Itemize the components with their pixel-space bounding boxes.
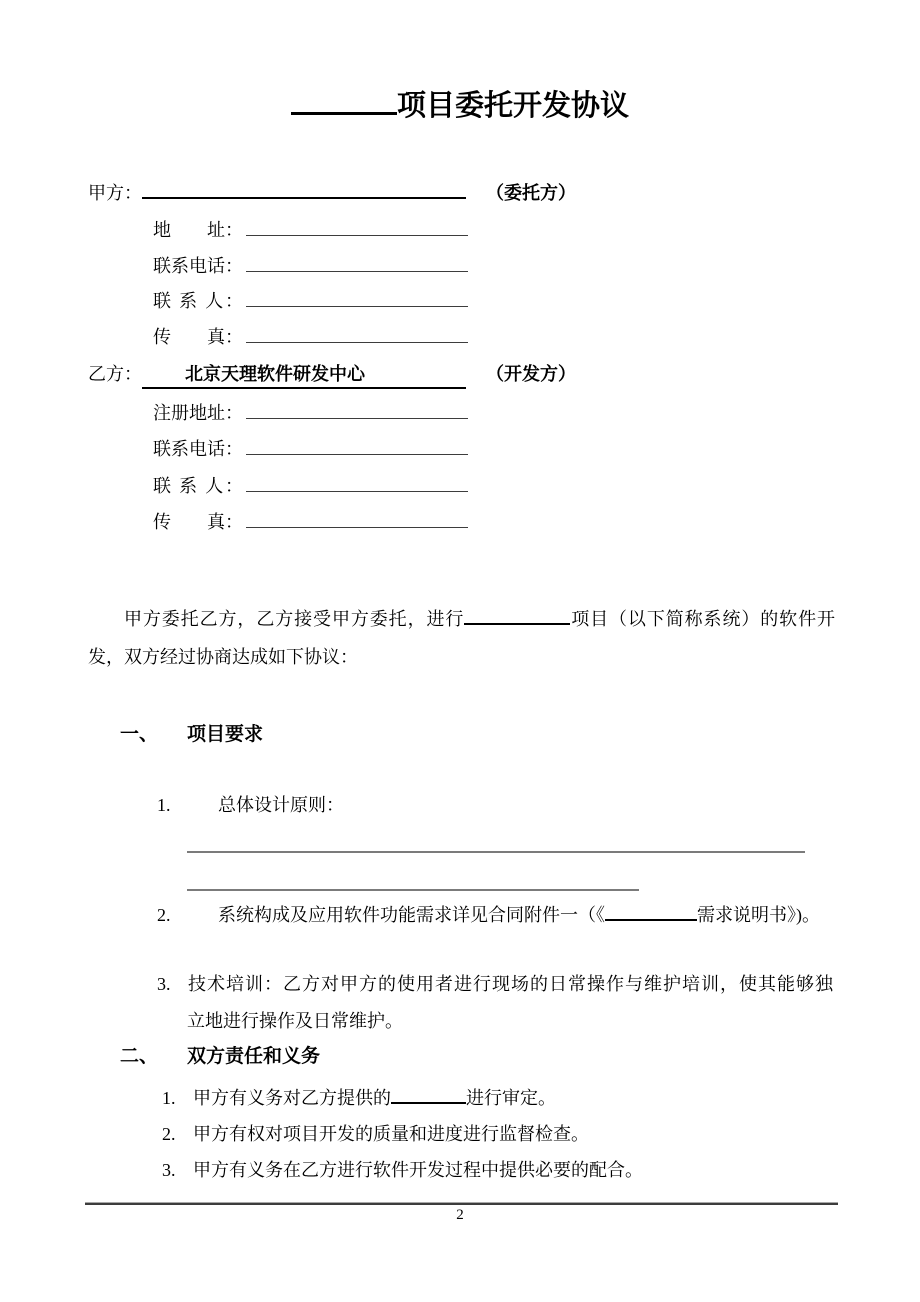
party-b-header <box>88 361 576 395</box>
field-label: 联 系 人： <box>153 291 243 312</box>
list-item-1-1 <box>157 792 344 818</box>
item-text: 甲方有义务在乙方进行软件开发过程中提供必要的配合。 <box>193 1160 643 1180</box>
list-item-2-1 <box>162 1085 556 1111</box>
list-item-2-2 <box>162 1121 589 1147</box>
field-blank-line <box>246 288 468 307</box>
field-row-reg-address <box>88 395 576 431</box>
field-row-phone <box>88 431 576 467</box>
intro-paragraph <box>88 600 835 676</box>
fill-in-line-1 <box>187 851 805 853</box>
section-title: 项目要求 <box>187 724 264 745</box>
item-number: 1. <box>162 1088 176 1108</box>
item-text-after: 进行审定。 <box>466 1088 556 1108</box>
party-b-label: 乙方： <box>88 364 142 384</box>
footer-divider <box>85 1202 838 1205</box>
item-text: 总体设计原则： <box>218 795 344 815</box>
document-title <box>0 86 920 126</box>
item-number: 1. <box>157 795 171 815</box>
item-number: 3. <box>157 974 171 994</box>
item-text-before: 甲方有义务对乙方提供的 <box>193 1088 391 1108</box>
item-text-before: 系统构成及应用软件功能需求详见合同附件一（《 <box>218 905 605 925</box>
party-b-name: 北京天理软件研发中心 <box>185 364 365 384</box>
field-label: 传 真： <box>153 511 243 532</box>
field-label: 传 真： <box>153 327 243 348</box>
field-row-phone <box>88 249 576 285</box>
party-a-blank-line <box>142 179 466 199</box>
field-blank-line <box>246 400 468 419</box>
intro-text-before: 甲方委托乙方，乙方接受甲方委托，进行 <box>124 609 465 629</box>
field-row-contact <box>88 284 576 320</box>
party-a-header <box>88 179 576 213</box>
item-text-after: 需求说明书》)。 <box>697 905 820 925</box>
intro-blank-line <box>464 607 570 625</box>
inline-blank-line <box>605 905 697 921</box>
party-b-blank-line <box>142 361 466 389</box>
party-b-role: （开发方） <box>486 364 576 384</box>
field-blank-line <box>246 509 468 528</box>
item-line-2: 立地进行操作及日常维护。 <box>187 1011 403 1031</box>
intro-text-after: 项目（以下简称系统）的软件开 <box>570 609 835 629</box>
party-b-section <box>88 361 576 540</box>
inline-blank-line <box>391 1088 466 1104</box>
party-a-section <box>88 179 576 356</box>
field-label: 注册地址： <box>153 403 243 423</box>
field-blank-line <box>246 217 468 236</box>
item-line-1 <box>157 966 833 1003</box>
title-blank-line <box>291 88 397 115</box>
intro-line-2: 发，双方经过协商达成如下协议： <box>88 647 358 667</box>
section-number: 二、 <box>120 1046 159 1067</box>
section-1-heading <box>120 722 263 748</box>
list-item-1-2 <box>157 902 820 928</box>
title-text: 项目委托开发协议 <box>396 90 629 122</box>
field-label: 地 址： <box>153 220 243 240</box>
party-a-label: 甲方： <box>88 183 142 203</box>
field-label: 联系电话： <box>153 255 243 276</box>
fill-in-line-2 <box>187 889 639 891</box>
item-number: 3. <box>162 1160 176 1180</box>
field-blank-line <box>246 253 468 272</box>
field-row-address <box>88 213 576 249</box>
field-row-fax <box>88 504 576 540</box>
party-a-role: （委托方） <box>486 183 576 203</box>
intro-line-1 <box>88 600 835 638</box>
section-2-heading <box>120 1044 320 1070</box>
item-text: 技术培训：乙方对甲方的使用者进行现场的日常操作与维护培训，使其能够独 <box>187 974 833 994</box>
list-item-2-3 <box>162 1157 643 1183</box>
field-blank-line <box>246 324 468 343</box>
field-blank-line <box>246 436 468 455</box>
field-row-contact <box>88 468 576 504</box>
section-title: 双方责任和义务 <box>187 1046 321 1067</box>
field-label: 联 系 人： <box>153 475 243 496</box>
section-number: 一、 <box>120 724 159 745</box>
page-number: 2 <box>456 1207 464 1223</box>
item-number: 2. <box>157 905 171 925</box>
item-text: 甲方有权对项目开发的质量和进度进行监督检查。 <box>193 1124 589 1144</box>
list-item-1-3 <box>157 966 833 1040</box>
field-label: 联系电话： <box>153 439 243 460</box>
field-blank-line <box>246 473 468 492</box>
item-number: 2. <box>162 1124 176 1144</box>
field-row-fax <box>88 320 576 356</box>
